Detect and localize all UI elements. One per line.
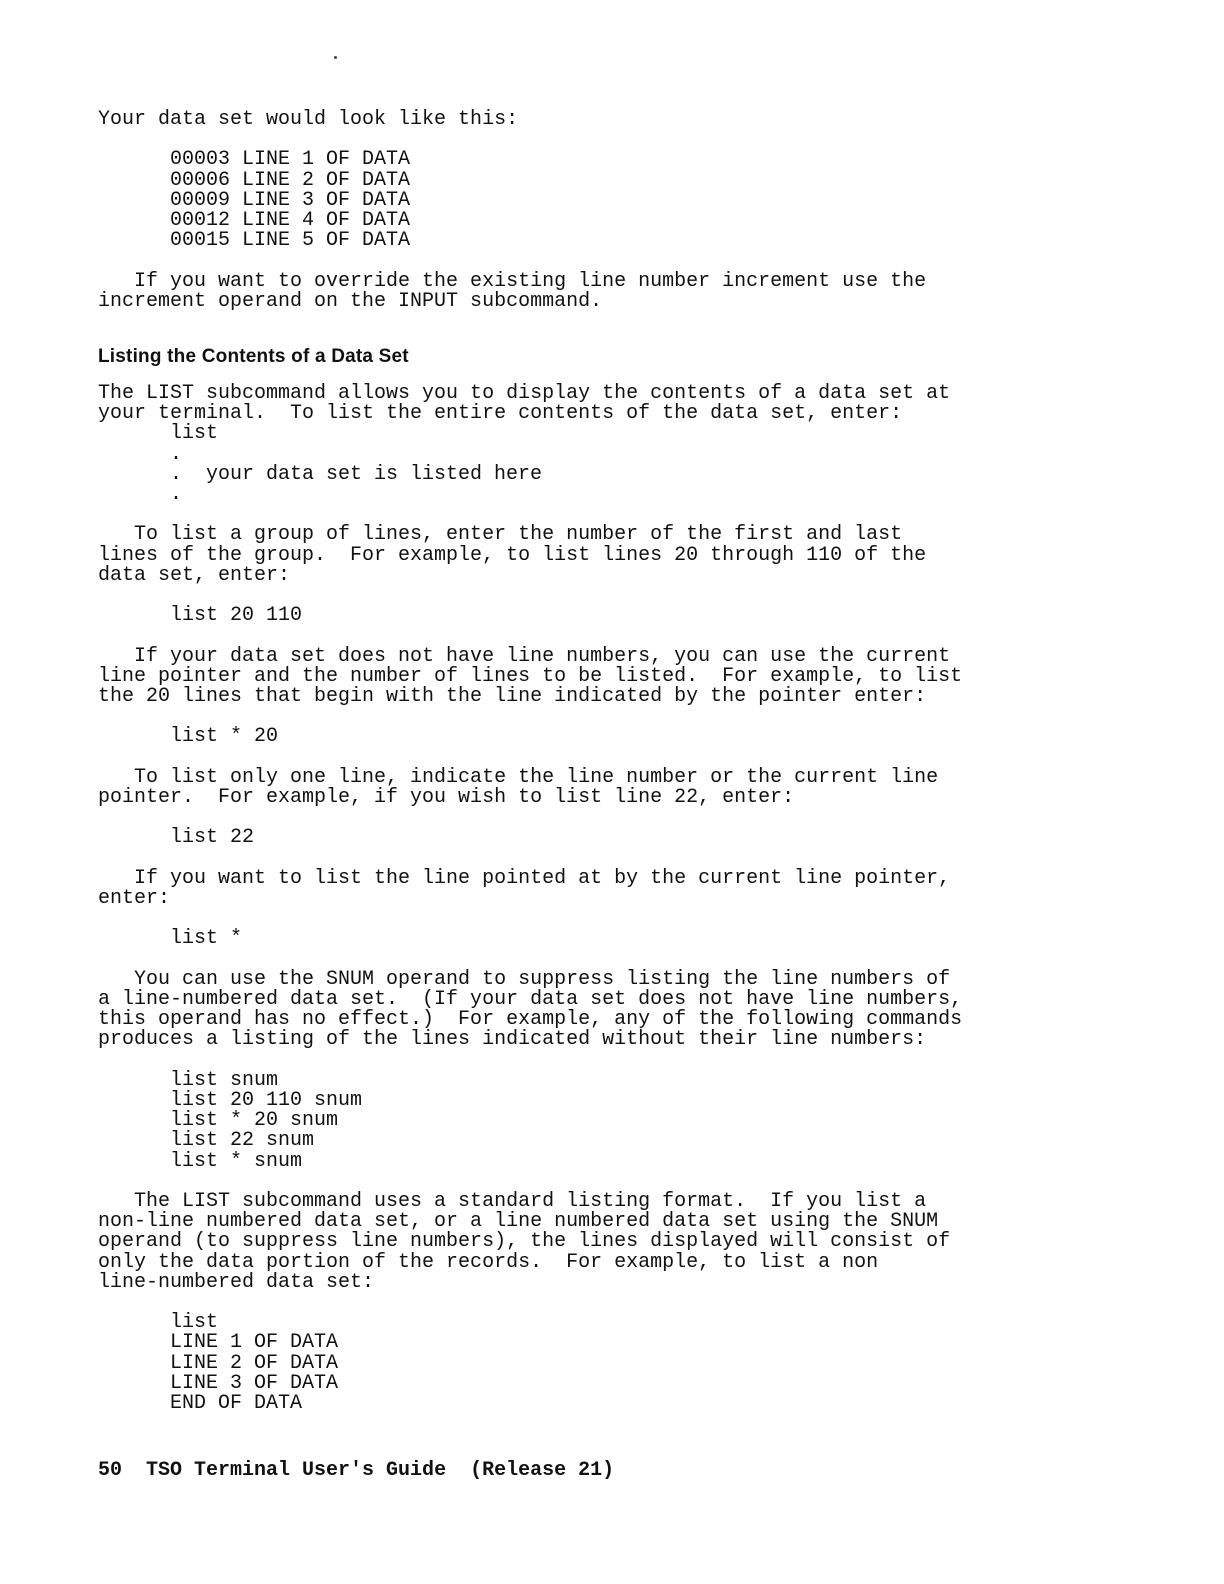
data-set-lines: [98, 150, 1138, 251]
list-intro-paragraph: The LIST subcommand allows you to display the contents of a data set at your terminal. To list the entire contents of the data set, enter:: [98, 382, 951, 426]
one-line-paragraph: To list only one line, indicate the line number or the current line pointer. For example, if you wish to list line 22, enter:: [98, 765, 939, 809]
snum-paragraph: You can use the SNUM operand to suppress listing the line numbers of a line-numbered data set. (If your data set does not have line numbers, this operand has no effect.) For example, any of the following commands produces a listing of the lines indicated without their line numbers:: [98, 967, 963, 1052]
page-body: [98, 110, 1138, 1414]
override-paragraph: If you want to override the existing line number increment use the increment operand on the INPUT subcommand.: [98, 269, 927, 313]
data-set-intro: Your data set would look like this:: [98, 108, 519, 131]
data-line: 00006 LINE 2 OF DATA: [170, 168, 411, 192]
pointer-paragraph: If your data set does not have line numbers, you can use the current line pointer and the number of lines to be listed. For example, to list the 20 lines that begin with the line indicated by the pointer enter:: [98, 644, 963, 708]
current-line-command: list *: [170, 927, 243, 951]
list-example: list . . your data set is listed here .: [170, 422, 543, 507]
release-label: (Release 21): [470, 1459, 615, 1482]
document-title: TSO Terminal User's Guide: [146, 1459, 447, 1482]
data-line: 00009 LINE 3 OF DATA: [170, 188, 411, 212]
one-line-command: list 22: [170, 826, 255, 850]
page-footer: [98, 1461, 638, 1481]
current-line-paragraph: If you want to list the line pointed at by the current line pointer, enter:: [98, 866, 951, 910]
pointer-command: list * 20: [170, 725, 279, 749]
format-example: list LINE 1 OF DATA LINE 2 OF DATA LINE 3 OF DATA END OF DATA: [170, 1311, 339, 1415]
section-heading: Listing the Contents of a Data Set: [98, 346, 409, 367]
group-paragraph: To list a group of lines, enter the number of the first and last lines of the group. For example, to list lines 20 through 110 of the data set, enter:: [98, 523, 927, 587]
page-number: 50: [98, 1459, 123, 1482]
data-line: 00012 LINE 4 OF DATA: [170, 209, 411, 232]
scan-speck: [334, 56, 337, 59]
snum-commands: list snum list 20 110 snum list * 20 snum list 22 snum list * snum: [170, 1068, 363, 1173]
group-command: list 20 110: [170, 604, 303, 628]
data-line: 00015 LINE 5 OF DATA: [170, 229, 411, 253]
data-line: 00003 LINE 1 OF DATA: [170, 148, 411, 172]
format-paragraph: The LIST subcommand uses a standard listing format. If you list a non-line numbered data set, or a line numbered data set using the SNUM operand (to suppress line numbers), the lines displayed will consist of only the data portion of the records. For example, to list a non line-numbered data set:: [98, 1189, 951, 1294]
